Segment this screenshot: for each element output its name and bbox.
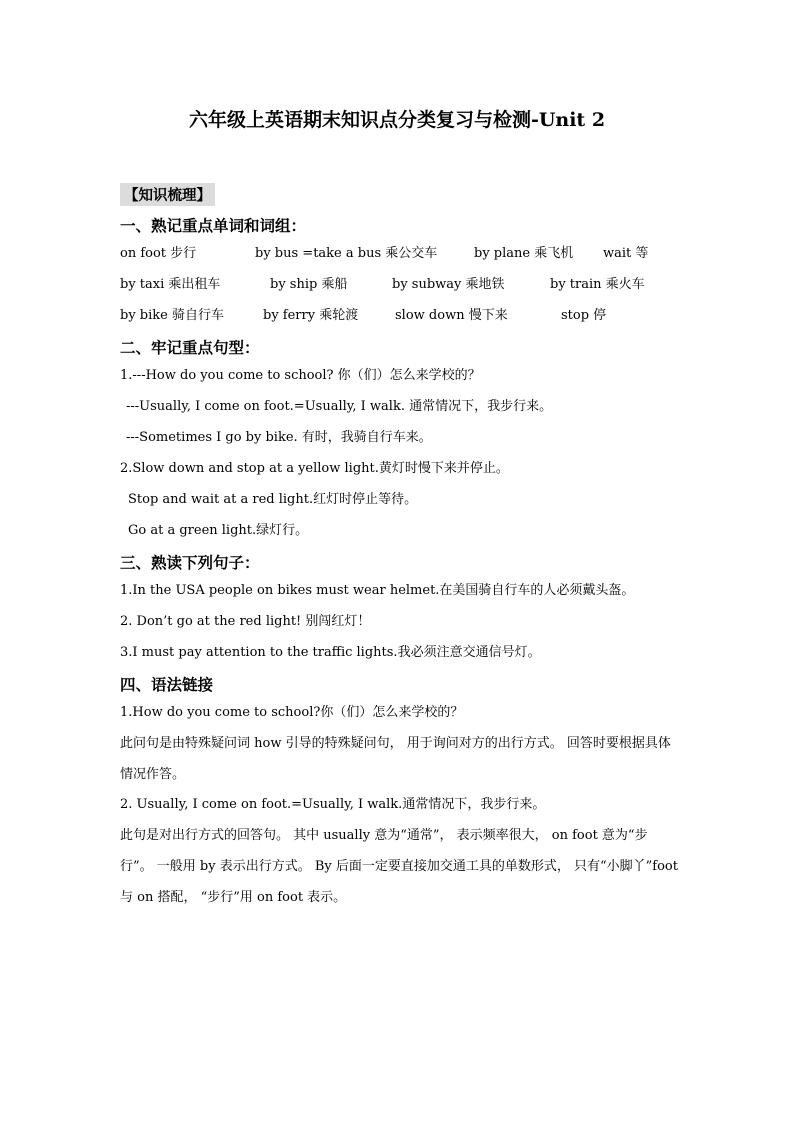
vocab-item: by ferry 乘轮渡 [263, 308, 359, 323]
vocab-item: slow down 慢下来 [395, 308, 508, 323]
vocab-item: by bus =take a bus 乘公交车 [255, 246, 438, 261]
vocab-row [120, 276, 680, 294]
vocab-item: by train 乘火车 [550, 277, 645, 292]
document-body [120, 183, 680, 913]
grammar-paragraph: 此句是对出行方式的回答句。 其中 usually 意为“通常”， 表示频率很大， on foot 意为“步行”。 一般用 by 表示出行方式。 By 后面一定要直接加交通工具的单数形式， 只有“小脚丫”foot 与 on 搭配， “步行”用 on foot 表示。 [120, 828, 678, 905]
document-title: 六年级上英语期末知识点分类复习与检测-Unit 2 [188, 109, 606, 131]
section3-heading: 三、熟读下列句子： [120, 553, 260, 572]
sentence-line: ---Sometimes I go by bike. 有时，我骑自行车来。 [126, 430, 432, 445]
section1-heading: 一、熟记重点单词和词组： [120, 216, 307, 235]
vocab-item: by taxi 乘出租车 [120, 277, 221, 292]
vocab-row [120, 245, 680, 263]
sentence-line: 2. Don’t go at the red light! 别闯红灯！ [120, 614, 371, 629]
sentence-line: Go at a green light.绿灯行。 [128, 523, 309, 538]
sentence-line: 1.In the USA people on bikes must wear helmet.在美国骑自行车的人必须戴头盔。 [120, 583, 635, 598]
vocab-item: stop 停 [561, 308, 607, 323]
vocab-item: by subway 乘地铁 [392, 277, 505, 292]
sentence-line: Stop and wait at a red light.红灯时停止等待。 [128, 492, 418, 507]
sentence-line: ---Usually, I come on foot.=Usually, I walk. 通常情况下，我步行来。 [126, 399, 553, 414]
sentence-line: 3.I must pay attention to the traffic lights.我必须注意交通信号灯。 [120, 645, 541, 660]
vocab-item: by bike 骑自行车 [120, 308, 224, 323]
vocab-item: wait 等 [603, 246, 649, 261]
vocab-item: by plane 乘飞机 [474, 246, 574, 261]
sentence-line: 2.Slow down and stop at a yellow light.黄灯时慢下来并停止。 [120, 461, 509, 476]
grammar-question: 2. Usually, I come on foot.=Usually, I walk.通常情况下，我步行来。 [120, 797, 546, 812]
vocab-item: by ship 乘船 [270, 277, 348, 292]
sentence-line: 1.---How do you come to school? 你（们）怎么来学校的？ [120, 368, 481, 383]
section-banner: 【知识梳理】 [120, 183, 215, 206]
vocab-row [120, 307, 680, 325]
vocab-item: on foot 步行 [120, 246, 197, 261]
grammar-paragraph: 此问句是由特殊疑问词 how 引导的特殊疑问句， 用于询问对方的出行方式。 回答时要根据具体情况作答。 [120, 736, 671, 782]
section2-heading: 二、牢记重点句型： [120, 338, 260, 357]
grammar-question: 1.How do you come to school?你（们）怎么来学校的？ [120, 705, 464, 720]
section4-heading: 四、语法链接 [120, 675, 214, 694]
